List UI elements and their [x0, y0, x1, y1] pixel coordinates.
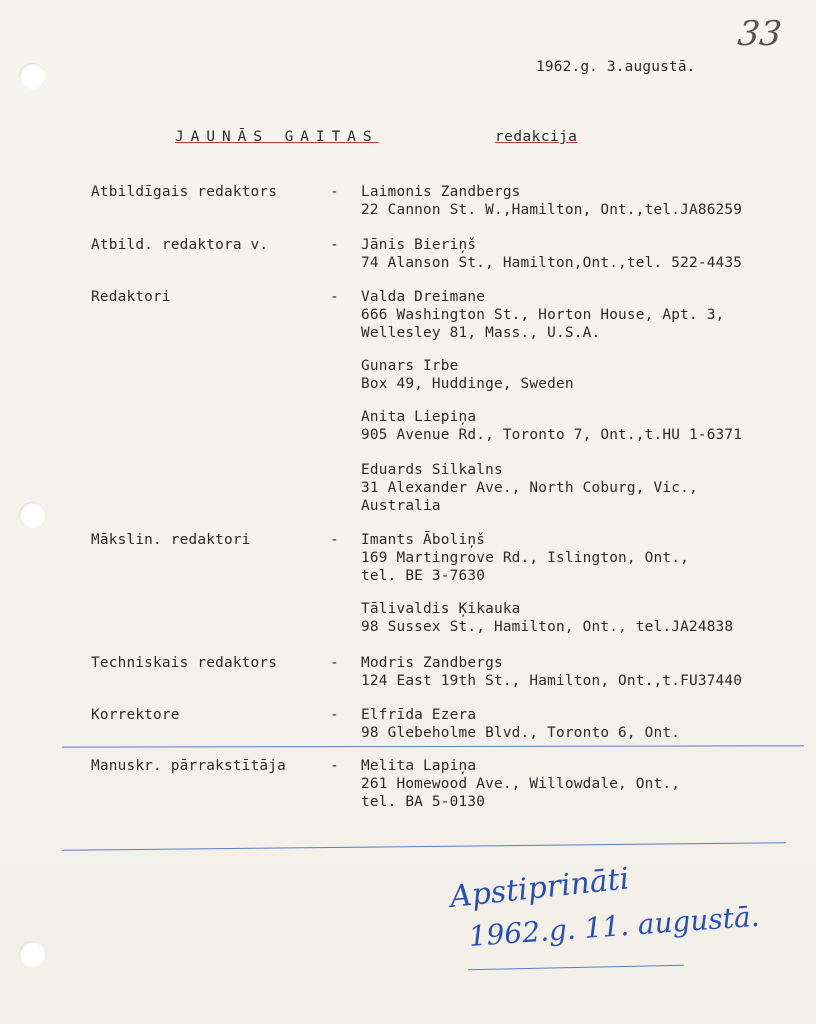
dash: -	[330, 758, 339, 774]
person-name: Modris Zandbergs	[361, 655, 503, 671]
person-address: 74 Alanson St., Hamilton,Ont.,tel. 522-4435	[361, 255, 743, 271]
person-name: Gunars Irbe	[361, 358, 459, 374]
person-address: tel. BE 3-7630	[361, 568, 486, 584]
role-label: Manuskr. pārrakstītāja	[91, 758, 287, 774]
person-address: Box 49, Huddinge, Sweden	[361, 376, 574, 392]
dash: -	[330, 184, 339, 200]
person-entry	[361, 236, 742, 272]
person-entry	[361, 706, 680, 742]
person-name: Eduards Silkalns	[361, 462, 503, 478]
role-label: Atbildīgais redaktors	[91, 184, 278, 200]
person-address: 169 Martingrove Rd., Islington, Ont.,	[361, 550, 689, 566]
person-name: Anita Liepiņa	[361, 409, 477, 425]
person-name: Jānis Bieriņš	[361, 237, 477, 253]
blue-ink-line	[62, 745, 804, 747]
person-address: Australia	[361, 498, 441, 514]
role-label: Redaktori	[91, 289, 171, 305]
person-address: 98 Sussex St., Hamilton, Ont., tel.JA24838	[361, 619, 734, 635]
role-label: Techniskais redaktors	[91, 655, 278, 671]
person-address: 905 Avenue Rd., Toronto 7, Ont.,t.HU 1-6371	[361, 427, 743, 443]
person-address: 666 Washington St., Horton House, Apt. 3,	[361, 307, 725, 323]
person-entry	[361, 408, 742, 444]
person-entry	[361, 600, 733, 636]
person-entry	[361, 288, 724, 342]
person-name: Imants Āboliņš	[361, 532, 486, 548]
person-address: Wellesley 81, Mass., U.S.A.	[361, 325, 601, 341]
person-name: Laimonis Zandbergs	[361, 184, 521, 200]
punch-hole	[19, 502, 45, 528]
person-address: 261 Homewood Ave., Willowdale, Ont.,	[361, 776, 681, 792]
handwritten-approval-date: 1962.g. 11. augustā.	[467, 899, 761, 953]
dash: -	[330, 532, 339, 548]
page-number: 33	[735, 14, 784, 54]
document-date: 1962.g. 3.augustā.	[536, 59, 696, 75]
handwritten-approval: Apstiprināti	[448, 861, 631, 915]
person-name: Elfrīda Ezera	[361, 707, 477, 723]
person-name: Melita Lapiņa	[361, 758, 477, 774]
person-address: 22 Cannon St. W.,Hamilton, Ont.,tel.JA86259	[361, 202, 743, 218]
person-name: Tālivaldis Ķikauka	[361, 601, 521, 617]
person-address: 98 Glebeholme Blvd., Toronto 6, Ont.	[361, 725, 681, 741]
role-label: Atbild. redaktora v.	[91, 237, 269, 253]
person-entry	[361, 183, 742, 219]
role-label: Korrektore	[91, 707, 180, 723]
person-address: 124 East 19th St., Hamilton, Ont.,t.FU37440	[361, 673, 743, 689]
dash: -	[330, 707, 339, 723]
person-entry	[361, 757, 680, 811]
dash: -	[330, 237, 339, 253]
dash: -	[330, 289, 339, 305]
document-subtitle: redakcija	[495, 129, 578, 145]
punch-hole	[19, 941, 45, 967]
person-address: tel. BA 5-0130	[361, 794, 486, 810]
punch-hole	[19, 63, 45, 89]
blue-ink-underline	[468, 965, 684, 971]
role-label: Mākslin. redaktori	[91, 532, 251, 548]
dash: -	[330, 655, 339, 671]
person-address: 31 Alexander Ave., North Coburg, Vic.,	[361, 480, 698, 496]
person-entry	[361, 461, 698, 515]
blue-ink-line	[62, 842, 786, 851]
person-entry	[361, 357, 574, 393]
person-entry	[361, 654, 742, 690]
person-entry	[361, 531, 689, 585]
person-name: Valda Dreimane	[361, 289, 486, 305]
document-title: JAUNĀS GAITAS	[175, 129, 379, 145]
